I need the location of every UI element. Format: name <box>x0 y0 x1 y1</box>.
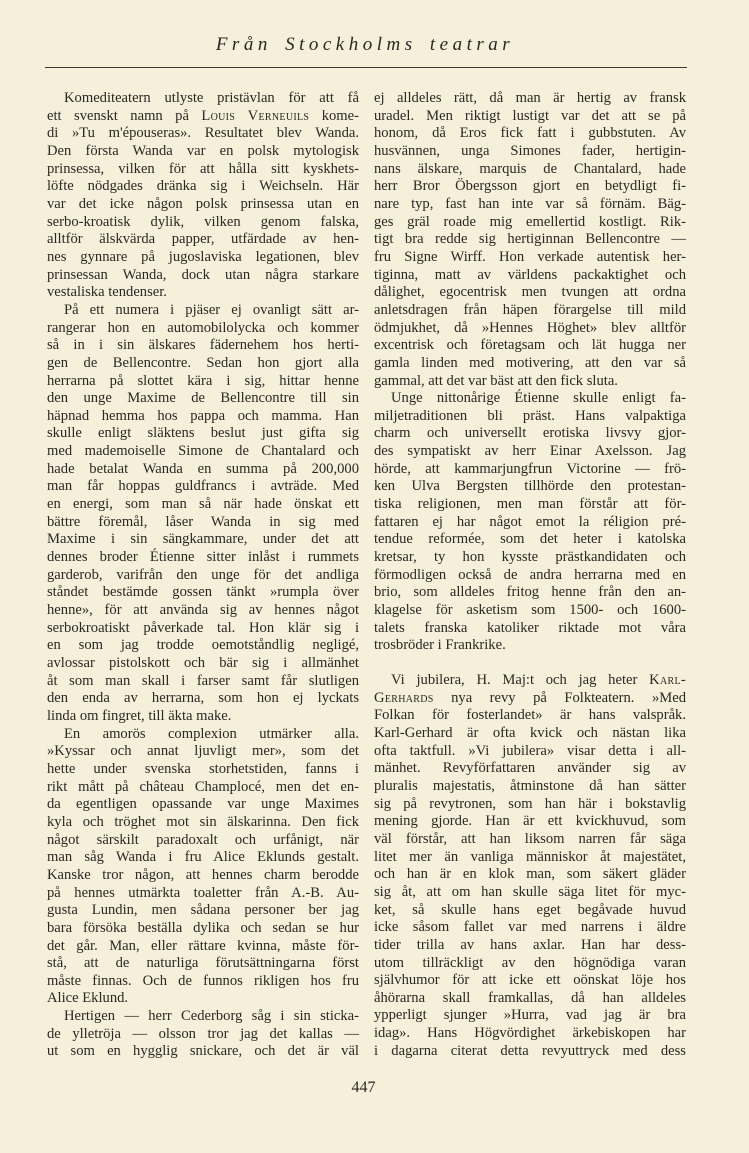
text-line <box>47 125 359 143</box>
text-line: dålighet, egocentrisk men tvungen att ordna <box>374 284 686 301</box>
paragraph <box>374 672 686 1060</box>
text-segment: nya revy på Folkteatern. »Med <box>433 689 686 706</box>
text-line: litet mer än vanliga människor åt majestätet, <box>374 848 686 865</box>
text-line: åhörarna skall framkallas, då han alldeles <box>374 989 686 1006</box>
text-line: Maxime i sin sängkammare, under det att <box>47 531 359 548</box>
text-line: förmodligen också de andra herrarna med en <box>374 566 686 583</box>
text-line: honom, då Eros fick fatt i gubbstuten. Av <box>374 125 686 142</box>
text-segment: ett svenskt namn på <box>47 107 202 124</box>
text-line: ståndet bestämde gossen tänkt »rumpla över <box>47 584 359 601</box>
text-line: gamla linden med motivering, att den var så <box>374 354 686 371</box>
small-caps-name: Louis Verneuils <box>201 107 310 124</box>
text-line: avlossar pistolskott och bär sig i allmänhet <box>47 655 359 671</box>
text-line: Karl-Gerhard är ofta kvick och nästan lika <box>374 724 686 741</box>
text-line: ofta taktfull. »Vi jubilera» visar detta i all- <box>374 742 686 759</box>
small-caps-name: Karl- <box>649 672 687 688</box>
text-line: så in i sin älskares fädernehem hos herti- <box>47 337 359 354</box>
text-line: självhumor för att icke ett oönskat löje hos <box>374 972 686 989</box>
text-line: en som jag trodde oemotståndlig negligé, <box>47 637 359 654</box>
text-line: ej alldeles rätt, då man är hertig av fransk <box>374 90 686 106</box>
text-line: mening gjorde. Han är ett kvickhuvud, som <box>374 813 686 830</box>
text-segment: den enda av herrarna, som hon ej <box>47 690 318 707</box>
text-line: ken Ulva Bergsten tillhörde den protestan- <box>374 478 686 495</box>
text-line: Den första Wanda var en polsk mytologisk <box>47 142 359 159</box>
text-line: utom tillräckligt av den högnödiga varan <box>374 954 686 971</box>
text-line: serbo-kroatisk dylik, vilken genom falska, <box>47 213 359 230</box>
text-line: herrarna på slottet kära i sig, hittar henne <box>47 372 359 389</box>
text-line <box>374 690 686 708</box>
text-line: trosbröder i Frankrike. <box>374 637 506 654</box>
text-line: da egentligen opassande var unge Maximes <box>47 796 359 813</box>
text-line: prinsessan Wanda, dock utan några starkare <box>47 266 359 283</box>
text-line: och han är en klok man, som säkert gläder <box>374 866 686 883</box>
text-line: uradel. Men riktigt lustigt var det att se på <box>374 107 686 124</box>
text-line: bättre föremål, låser Wanda in sig med <box>47 513 359 530</box>
text-line: På ett numera i pjäser ej ovanligt sätt ar- <box>64 301 359 318</box>
text-line: dennes broder Étienne sitter inlåst i rummets <box>47 549 359 566</box>
text-line: väl förstår, att han liksom narren får säga <box>374 830 686 847</box>
text-line: stå, att de naturliga förutsättningarna först <box>47 955 359 972</box>
text-line: klagelse för asketism som 1500- och 1600- <box>374 602 686 619</box>
text-segment: heter <box>596 672 650 688</box>
text-line: sig på revytronen, som han här i bokstavlig <box>374 795 686 812</box>
text-line: gen de Bellencontre. Sedan hon gjort alla <box>47 354 359 371</box>
text-line: skulle enligt släktens beslut just gifta sig <box>47 425 359 442</box>
text-line: de ylletröja — olsson tror jag det kallas — <box>47 1025 359 1042</box>
text-line: nare typ, fast han inte var så förnäm. Bäg- <box>374 195 686 212</box>
page-number: 447 <box>351 1079 376 1096</box>
text-line: ypperligt sjunger »Hurra, vad jag är bra <box>374 1007 686 1024</box>
text-line: des sympatiskt av herr Einar Axelsson. Jag <box>374 443 686 460</box>
text-line: hörde, att kammarjungfrun Victorine — frö- <box>374 460 686 477</box>
running-head: Från Stockholms teatrar <box>215 34 515 55</box>
text-line: mänhet. Revyförfattaren använder sig av <box>374 760 686 777</box>
text-line: rangerar hon en automobilolycka och kommer <box>47 319 359 336</box>
text-line: kyla och tröghet mot sin älskarinna. Den fick <box>47 813 359 830</box>
text-segment: Wanda. <box>315 125 359 142</box>
text-line: talets franska katoliker riktade mot våra <box>374 619 686 636</box>
text-line: linda om fingret, till äkta make. <box>47 707 232 724</box>
text-line: tigt bra redde sig hertiginnan Bellencontre — <box>374 231 686 248</box>
text-line: var det icke någon polsk prinsessa utan en <box>47 195 359 212</box>
text-line: En amorös complexion utmärker alla. <box>64 725 359 742</box>
text-line: bara försöka beställa dylika och sedan se hur <box>47 919 359 936</box>
text-line: på hennes utmärkta toaletter från A.-B. Au- <box>47 884 359 901</box>
paragraph <box>374 90 686 390</box>
header-rule <box>45 67 687 68</box>
text-line: den unge Maxime de Bellencontre till sin <box>47 390 359 407</box>
text-line: i dagarna citerat detta revyuttryck med dess <box>374 1042 686 1059</box>
text-line: Hertigen — herr Cederborg såg i sin sticka- <box>64 1008 359 1025</box>
text-line <box>374 672 686 690</box>
text-line: charm och universellt erotiska livsvy gjor- <box>374 425 686 442</box>
text-line <box>47 108 359 126</box>
text-line: herr Bror Öbergsson gjort en betydligt fi- <box>374 178 686 195</box>
text-line: kretsar, ty hon kysste prästkandidaten och <box>374 549 686 566</box>
text-line: man får hoppas guldfrancs i avträde. Med <box>47 478 359 495</box>
text-segment: Vi jubilera, H. Maj:t och jag <box>391 672 597 688</box>
text-segment: kome- <box>309 107 359 124</box>
text-line: måste finnas. Och de funnos rikligen hos fru <box>47 972 359 989</box>
text-line: med mademoiselle Simone de Chantalard och <box>47 443 359 460</box>
text-line: tendue reformée, som det heter i katolska <box>374 531 686 548</box>
text-line: tiginna, matt av världens packaktighet och <box>374 266 686 283</box>
text-segment: di »Tu m'épouseras». Resultatet blev <box>47 125 316 142</box>
text-line: Alice Eklund. <box>47 990 129 1007</box>
text-line: ut som en hygglig snickare, och det är väl <box>47 1043 359 1060</box>
text-column-left <box>47 90 359 1061</box>
text-line: Komediteatern utlyste pristävlan för att få <box>64 90 359 106</box>
text-line: icke såsom fallet var med narrens i äldre <box>374 919 686 936</box>
text-line: hade betalat Wanda en summa på 200,000 <box>47 460 359 477</box>
text-line: idag». Hans Högvördighet ärkebiskopen har <box>374 1025 686 1042</box>
text-line: en energi, som man så när hade önskat ett <box>47 496 359 513</box>
paragraph <box>47 302 359 726</box>
text-line: brio, som alldeles fritog henne från den an- <box>374 584 686 601</box>
text-segment: lyckats <box>317 690 359 707</box>
text-line: tider trilla av hans axlar. Han har dess- <box>374 936 686 953</box>
paragraph <box>47 90 359 302</box>
text-line: husvännen, unga Simones fader, hertigin- <box>374 142 686 159</box>
text-line: Unge nittonårige Étienne skulle enligt fa- <box>391 390 686 407</box>
text-line: gusta Lundin, men sådana personer ber jag <box>47 902 359 919</box>
text-line: henne», för att använda sig av hennes något <box>47 602 359 619</box>
text-line: det går. Man, eller rättare kvinna, måste för- <box>47 937 359 954</box>
paragraph <box>47 1008 359 1061</box>
text-line <box>47 690 359 708</box>
text-line: löfte nödgades dränka sig i Weichseln. Här <box>47 178 359 195</box>
text-line: pluralis majestatis, åtminstone då han sätter <box>374 777 686 794</box>
text-line: serbokroatiskt påverkade tal. Hon klär sig i <box>47 619 359 636</box>
text-line: excentrisk och företagsam och lät hugga ner <box>374 337 686 354</box>
text-line: fattaren ej har något emot la réligion pré- <box>374 513 686 530</box>
text-line: man såg Wanda i fru Alice Eklunds gestalt. <box>47 849 359 866</box>
text-line: nes gynnare på jugoslaviska legationen, blev <box>47 248 359 265</box>
text-line: något särskilt paradoxalt och urfånigt, när <box>47 831 359 848</box>
text-line: Folkan för fosterlandet» är hans valspråk. <box>374 707 686 724</box>
text-line: garderob, varifrån den unge för det andliga <box>47 566 359 583</box>
text-line: hette under svenska storhetstiden, fanns i <box>47 760 359 777</box>
text-line: häpnad hemma hos pappa och mamma. Han <box>47 407 359 424</box>
text-line: anletsdragen från häpen förargelse till mild <box>374 301 686 318</box>
small-caps-name: Gerhards <box>374 689 434 706</box>
text-line: ket, så skulle hans eget begåvade huvud <box>374 901 686 918</box>
text-column-right <box>374 90 686 1060</box>
text-line: fru Signe Wirff. Hon verkade autentisk her- <box>374 248 686 265</box>
text-line: nans älskare, marquis de Chantalard, hade <box>374 160 686 177</box>
text-line: prinsessa, vilken för att hålla sitt kyskhets- <box>47 160 359 177</box>
text-line: gammal, att det var bäst att den fick sluta. <box>374 372 618 389</box>
text-line: rikt mått på château Champlocé, men det en- <box>47 778 359 795</box>
text-line: åt som man skall i farser samt får slutligen <box>47 672 359 689</box>
text-line: ödmjukhet, då »Hennes Höghet» blev alltför <box>374 319 686 336</box>
text-line: »Kyssar och annat ljuvligt mer», som det <box>47 743 359 760</box>
text-line: Kanske tror någon, att hennes charm berodde <box>47 866 359 883</box>
text-line: vestaliska tendenser. <box>47 284 167 301</box>
text-line: sig åt, att om han skulle säga litet för myc- <box>374 883 686 900</box>
text-line: tiska religionen, men man förstår att för- <box>374 496 686 513</box>
paragraph <box>47 726 359 1009</box>
text-line: miljetraditionen bli präst. Hans valpaktiga <box>374 407 686 424</box>
text-line: alltför älskvärda papper, utfärdade av hen- <box>47 231 359 248</box>
text-line: ges gräl roade mig emellertid kostligt. Rik- <box>374 213 686 230</box>
paragraph <box>374 390 686 655</box>
